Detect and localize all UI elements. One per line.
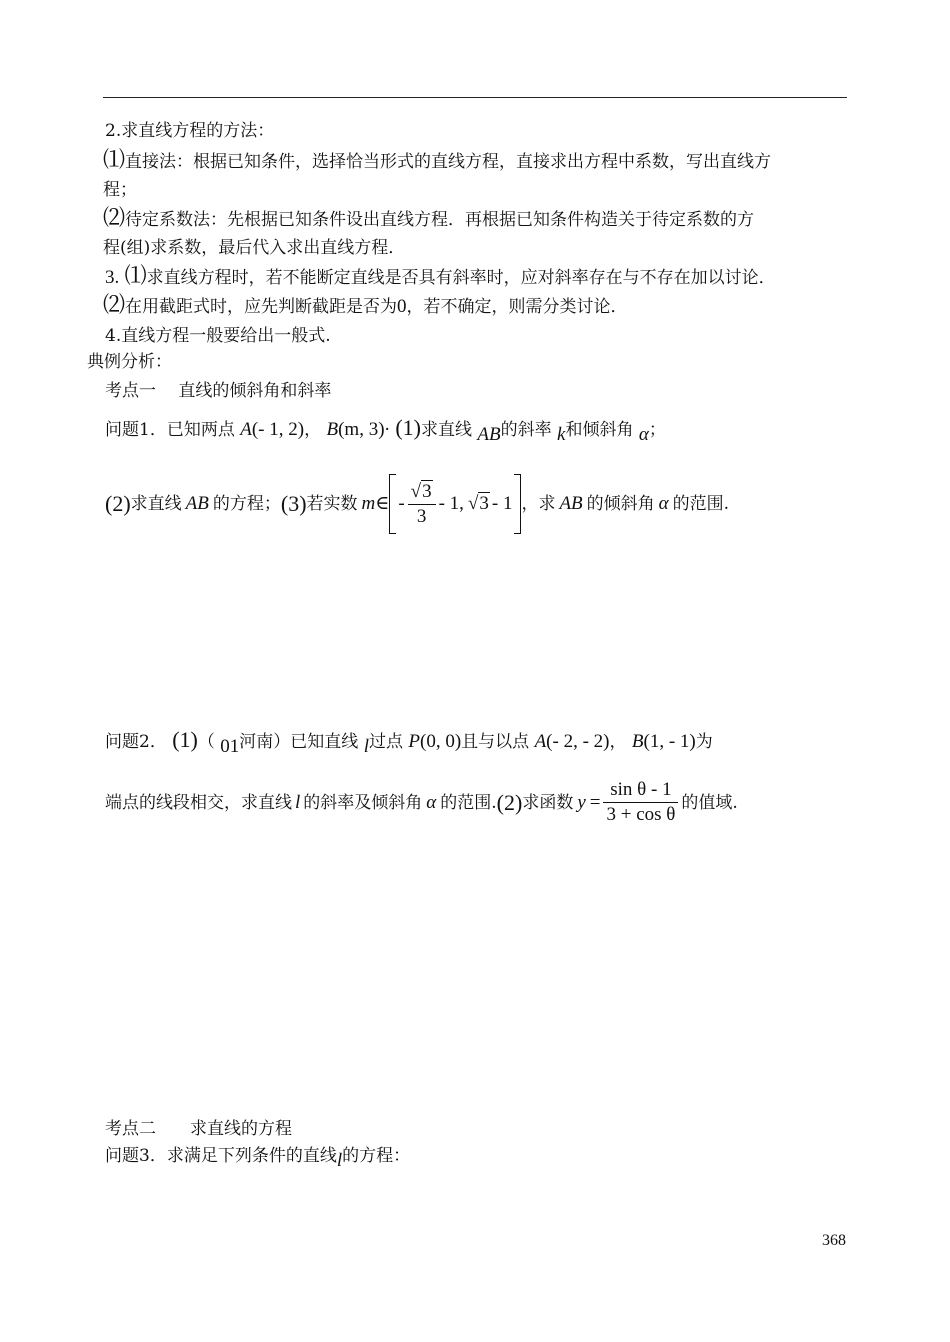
page-number: 368 — [822, 1232, 846, 1249]
header-rule — [103, 97, 847, 98]
line-undetermined-method-cont: 程(组)求系数，最后代入求出直线方程． — [103, 238, 406, 258]
left-bracket — [389, 474, 396, 534]
problem-2-line-2: 端点的线段相交，求直线 l 的斜率及倾斜角 α 的范围. (2) 求函数 y = $\frac{\text{sin θ - 1}}{\text{3 + cos θ}}$ 的值域. — [105, 779, 738, 825]
line-section-1-title: 考点一 直线的倾斜角和斜率 — [105, 381, 332, 401]
line-undetermined-method: ⑵待定系数法：先根据已知条件设出直线方程．再根据已知条件构造关于待定系数的方 — [103, 205, 755, 230]
line-note-3-2: ⑵在用截距式时，应先判断截距是否为0，若不确定，则需分类讨论． — [103, 292, 628, 317]
line-direct-method-cont: 程； — [103, 180, 137, 200]
sqrt3-over-3: $\frac{√3}{3}$ — [408, 480, 436, 529]
problem-1-line-2: (2) 求直线 AB 的方程； (3) 若实数 m ∈ - $\frac{√3}{3}$ - 1, √3 - 1 ，求 AB 的倾斜角 α 的范围. — [105, 474, 729, 534]
interval-expression: - $\frac{√3}{3}$ - 1, √3 - 1 — [389, 474, 521, 534]
line-section-2-title: 考点二 求直线的方程 — [105, 1119, 292, 1139]
problem-3-line: 问题3．求满足下列条件的直线l的方程： — [105, 1146, 411, 1171]
right-bracket — [514, 474, 521, 534]
problem-1-line-1: 问题1．已知两点 A(- 1, 2)， B(m, 3)· (1)求直线 AB的斜率 k和倾斜角 α； — [105, 415, 666, 445]
line-examples-heading: 典例分析： — [87, 352, 172, 372]
line-direct-method: ⑴直接法：根据已知条件，选择恰当形式的直线方程，直接求出方程中系数，写出直线方 — [103, 147, 772, 172]
line-method-title: 2.求直线方程的方法： — [105, 121, 275, 141]
problem-2-line-1: 问题2． (1)（ 01河南）已知直线 l过点 P(0, 0)且与以点 A(- 2, - 2)， B(1, - 1)为 — [105, 727, 713, 757]
function-fraction: $\frac{\text{sin θ - 1}}{\text{3 + cos θ}}$ — [603, 778, 678, 827]
line-note-3: 3. ⑴求直线方程时，若不能断定直线是否具有斜率时，应对斜率存在与不存在加以讨论． — [105, 263, 776, 288]
line-note-4: 4.直线方程一般要给出一般式. — [105, 326, 331, 346]
